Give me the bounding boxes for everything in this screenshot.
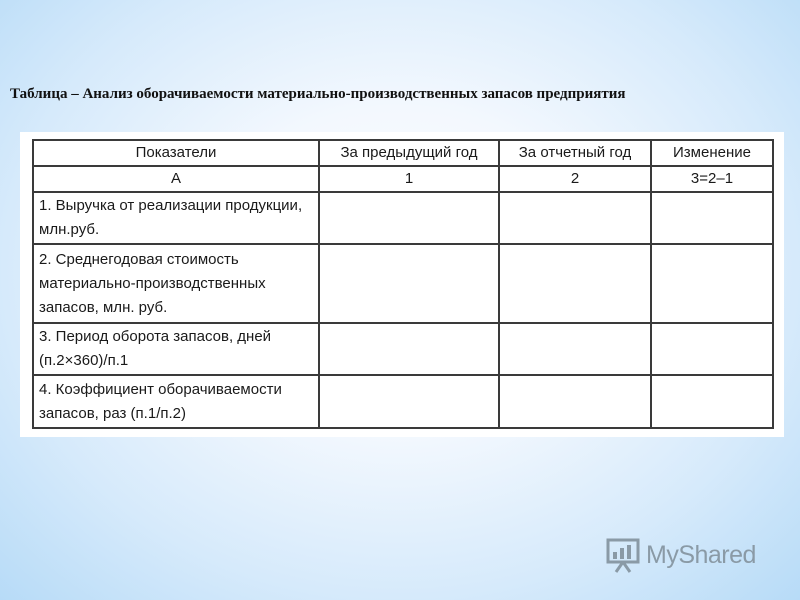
myshared-watermark (606, 536, 756, 574)
row-label: 3. Период оборота запасов, дней (п.2×360)/п.1 (33, 323, 319, 375)
value-cell-prev (319, 375, 499, 428)
value-cell-curr (499, 375, 651, 428)
row-label: 2. Среднегодовая стоимость материально-производственных запасов, млн. руб. (33, 244, 319, 323)
index-cell: 1 (319, 166, 499, 192)
value-cell-curr (499, 323, 651, 375)
table-row (33, 192, 773, 244)
header-row (33, 140, 773, 166)
value-cell-change (651, 244, 773, 323)
table-panel (20, 132, 784, 437)
value-cell-change (651, 192, 773, 244)
index-cell: 3=2–1 (651, 166, 773, 192)
watermark-brand: MyShared (646, 540, 756, 569)
value-cell-change (651, 323, 773, 375)
value-cell-prev (319, 244, 499, 323)
value-cell-curr (499, 192, 651, 244)
value-cell-curr (499, 244, 651, 323)
value-cell-prev (319, 323, 499, 375)
header-cell-change: Изменение (651, 140, 773, 166)
header-cell-previous-year: За предыдущий год (319, 140, 499, 166)
row-label: 4. Коэффициент оборачиваемости запасов, раз (п.1/п.2) (33, 375, 319, 428)
inventory-analysis-table (32, 139, 774, 429)
table-row (33, 323, 773, 375)
value-cell-prev (319, 192, 499, 244)
table-row (33, 244, 773, 323)
header-cell-indicators: Показатели (33, 140, 319, 166)
value-cell-change (651, 375, 773, 428)
row-label: 1. Выручка от реализации продукции, млн.руб. (33, 192, 319, 244)
page-title: Таблица – Анализ оборачиваемости материально-производственных запасов предприятия (10, 86, 626, 102)
index-cell: А (33, 166, 319, 192)
presentation-board-icon (606, 537, 640, 573)
table-row (33, 375, 773, 428)
index-row (33, 166, 773, 192)
index-cell: 2 (499, 166, 651, 192)
header-cell-reporting-year: За отчетный год (499, 140, 651, 166)
